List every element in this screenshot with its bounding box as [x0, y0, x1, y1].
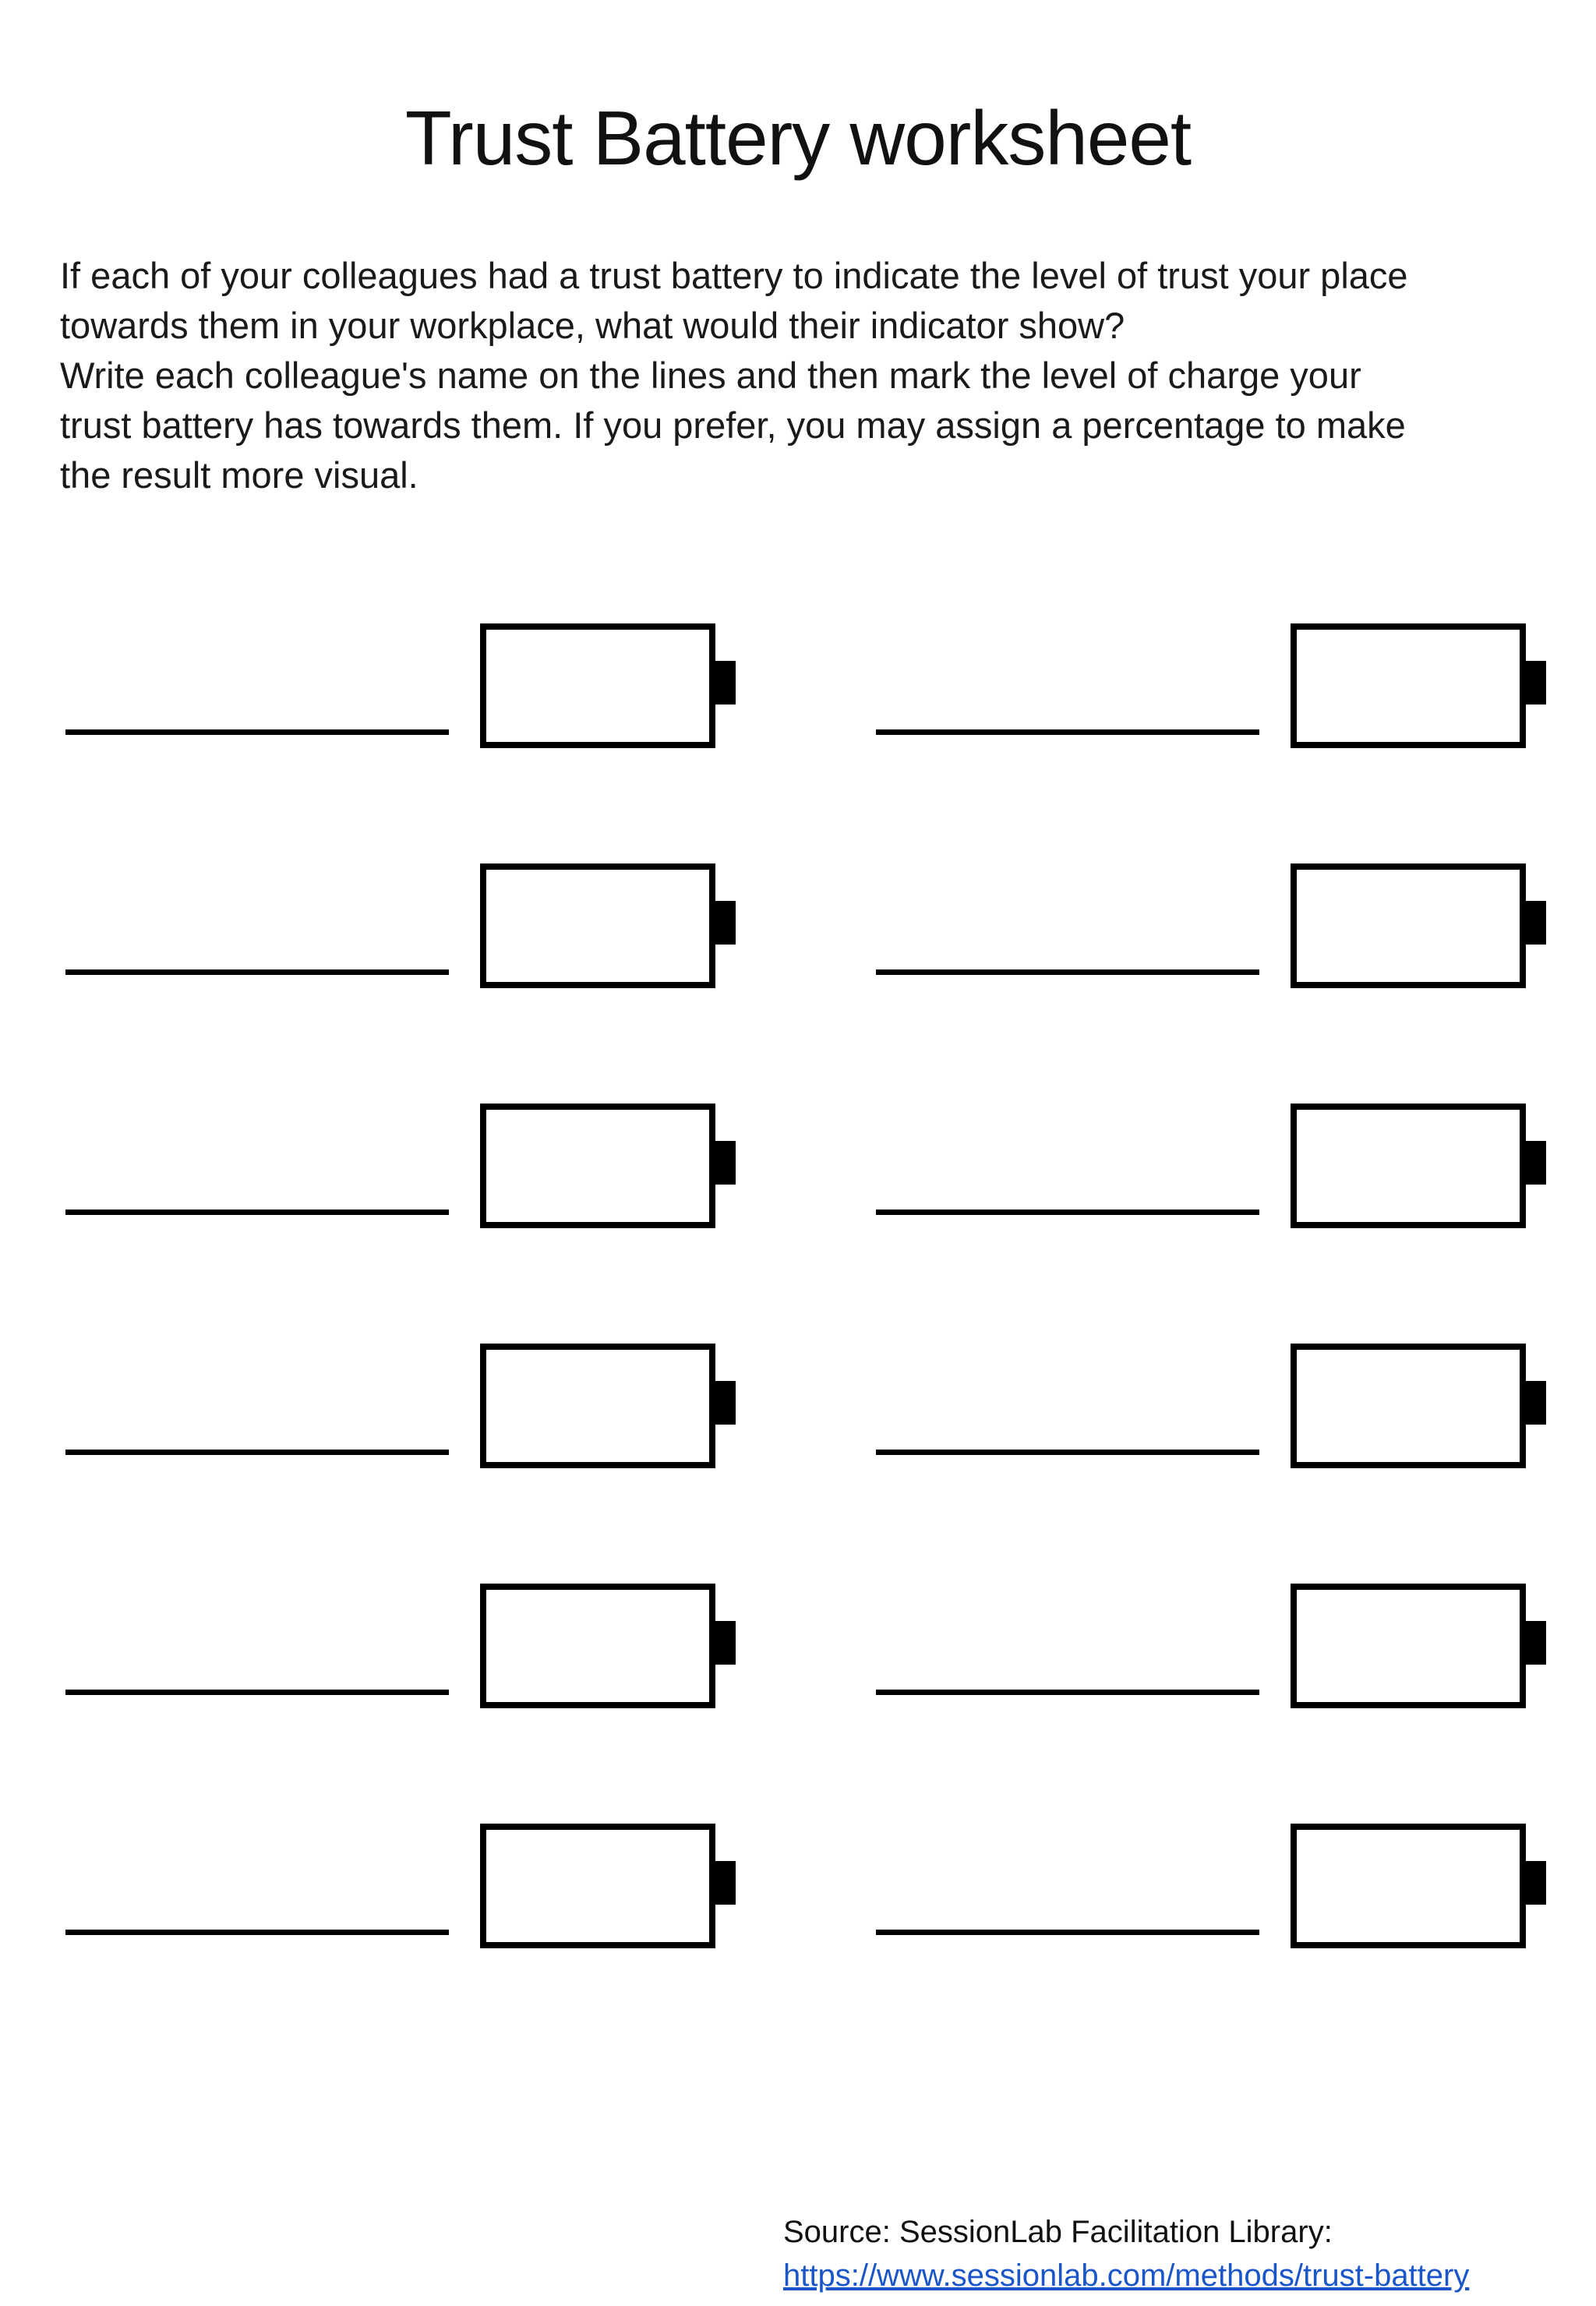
- colleague-name-line[interactable]: [65, 1210, 449, 1215]
- battery-body: [1291, 1584, 1526, 1708]
- trust-battery-icon[interactable]: [1291, 1104, 1541, 1228]
- trust-battery-icon[interactable]: [1291, 1584, 1541, 1708]
- trust-battery-icon[interactable]: [1291, 863, 1541, 988]
- battery-terminal: [1526, 1861, 1546, 1905]
- colleague-entry: [871, 623, 1541, 748]
- colleague-name-line[interactable]: [65, 969, 449, 975]
- colleague-name-line[interactable]: [876, 1210, 1259, 1215]
- battery-terminal: [715, 1861, 736, 1905]
- colleague-entry: [61, 1104, 731, 1228]
- battery-terminal: [1526, 1381, 1546, 1425]
- trust-battery-icon[interactable]: [480, 1104, 731, 1228]
- battery-body: [480, 1584, 715, 1708]
- battery-terminal: [715, 901, 736, 945]
- trust-battery-icon[interactable]: [1291, 623, 1541, 748]
- battery-body: [1291, 863, 1526, 988]
- battery-terminal: [715, 1141, 736, 1185]
- battery-body: [480, 623, 715, 748]
- colleague-name-line[interactable]: [876, 1450, 1259, 1455]
- colleague-entry: [61, 1344, 731, 1468]
- battery-terminal: [1526, 1621, 1546, 1665]
- trust-battery-icon[interactable]: [1291, 1344, 1541, 1468]
- trust-battery-icon[interactable]: [480, 623, 731, 748]
- battery-body: [1291, 1824, 1526, 1948]
- colleague-entry: [871, 1104, 1541, 1228]
- battery-terminal: [715, 1621, 736, 1665]
- source-link[interactable]: https://www.sessionlab.com/methods/trust-battery: [783, 2258, 1470, 2293]
- colleague-entry: [61, 1824, 731, 1948]
- instructions-paragraph-1: If each of your colleagues had a trust battery to indicate the level of trust your place towards them in your workplace, what would their indicator show?: [60, 255, 1408, 346]
- battery-terminal: [715, 1381, 736, 1425]
- colleague-name-line[interactable]: [65, 1690, 449, 1695]
- trust-battery-icon[interactable]: [480, 863, 731, 988]
- colleague-name-line[interactable]: [876, 729, 1259, 735]
- colleague-name-line[interactable]: [876, 969, 1259, 975]
- trust-battery-icon[interactable]: [480, 1584, 731, 1708]
- battery-body: [1291, 1344, 1526, 1468]
- colleague-name-line[interactable]: [65, 1450, 449, 1455]
- source-citation: [783, 2210, 1469, 2297]
- source-label: Source: SessionLab Facilitation Library:: [783, 2215, 1333, 2249]
- colleague-name-line[interactable]: [65, 1930, 449, 1935]
- trust-battery-icon[interactable]: [480, 1344, 731, 1468]
- colleague-name-line[interactable]: [876, 1690, 1259, 1695]
- battery-body: [480, 1344, 715, 1468]
- battery-body: [480, 1824, 715, 1948]
- battery-terminal: [1526, 661, 1546, 705]
- trust-battery-icon[interactable]: [1291, 1824, 1541, 1948]
- colleague-entry: [61, 1584, 731, 1708]
- battery-body: [480, 863, 715, 988]
- battery-terminal: [715, 661, 736, 705]
- trust-battery-icon[interactable]: [480, 1824, 731, 1948]
- battery-body: [1291, 1104, 1526, 1228]
- colleague-entry: [871, 1584, 1541, 1708]
- colleague-name-line[interactable]: [65, 729, 449, 735]
- colleague-entry: [871, 863, 1541, 988]
- battery-body: [1291, 623, 1526, 748]
- colleague-entry: [871, 1344, 1541, 1468]
- instructions-paragraph-2: Write each colleague's name on the lines and then mark the level of charge your trust battery has towards them. If you prefer, you may assign a percentage to make the result more visual.: [60, 355, 1406, 496]
- colleague-entry: [61, 623, 731, 748]
- battery-terminal: [1526, 901, 1546, 945]
- battery-terminal: [1526, 1141, 1546, 1185]
- colleague-entry: [871, 1824, 1541, 1948]
- colleague-name-line[interactable]: [876, 1930, 1259, 1935]
- battery-body: [480, 1104, 715, 1228]
- page-title: Trust Battery worksheet: [404, 95, 1192, 181]
- colleague-entry: [61, 863, 731, 988]
